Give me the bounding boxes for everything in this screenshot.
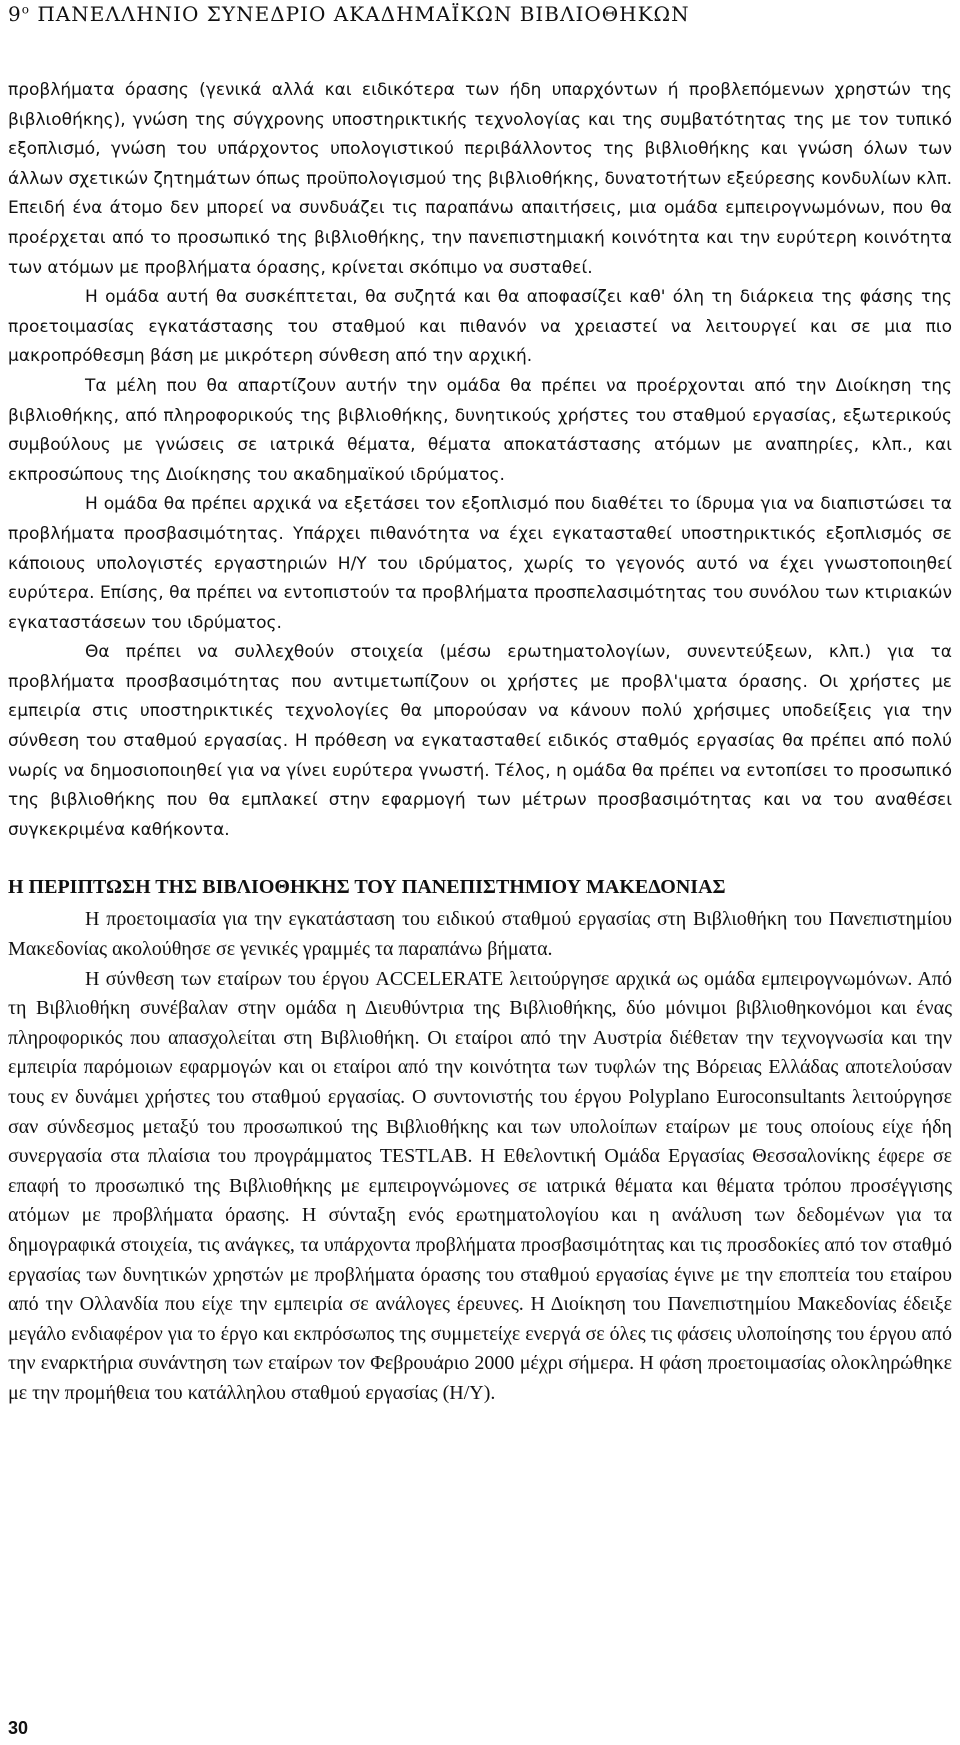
section-heading: Η ΠΕΡΙΠΤΩΣΗ ΤΗΣ ΒΙΒΛΙΟΘΗΚΗΣ ΤΟΥ ΠΑΝΕΠΙΣΤΗΜΙΟΥ ΜΑΚΕΔΟΝΙΑΣ	[8, 876, 726, 899]
paragraph: Η ομάδα θα πρέπει αρχικά να εξετάσει τον εξοπλισμό που διαθέτει το ίδρυμα για να διαπιστώσει τα προβλήματα προσβασιμότητας. Υπάρχει πιθανότητα να έχει εγκατασταθεί υποστηρικτικός εξοπλισμός σε κάποιους υπολογιστές εργαστηριών Η/Υ του ιδρύματος, χωρίς το γεγονός αυτό να έχει γνωστοποιηθεί ευρύτερα. Επίσης, θα πρέπει να εντοπιστούν τα προβλήματα προσπελασιμότητας του συνόλου των κτιριακών εγκαταστάσεων του ιδρύματος.	[8, 494, 952, 633]
running-header	[8, 2, 690, 26]
paragraph: Θα πρέπει να συλλεχθούν στοιχεία (μέσω ερωτηματολογίων, συνεντεύξεων, κλπ.) για τα προβλήματα προσβασιμότητας που αντιμετωπίζουν οι χρήστες με προβλ'ιματα όρασης. Οι χρήστες με εμπειρία στις υποστηρικτικές τεχνολογίες θα μπορούσαν να κάνουν πολύ χρήσιμες υποδείξεις για την σύνθεση του σταθμού εργασίας. Η πρόθεση να εγκατασταθεί ειδικός σταθμός εργασίας θα πρέπει από πολύ νωρίς να δημοσιοποιηθεί για να γίνει ευρύτερα γνωστή. Τέλος, η ομάδα θα πρέπει να εντοπίσει το προσωπικό της βιβλιοθήκης που θα εμπλακεί στην εφαρμογή των μέτρων προσβασιμότητας και να του αναθέσει συγκεκριμένα καθήκοντα.	[8, 642, 952, 840]
paragraph: Τα μέλη που θα απαρτίζουν αυτήν την ομάδα θα πρέπει να προέρχονται από την Διοίκηση της βιβλιοθήκης, από πληροφορικούς της βιβλιοθήκης, δυνητικούς χρήστες του σταθμού εργασίας, εξωτερικούς συμβούλους με γνώσεις σε ιατρικά θέματα, θέματα αποκατάστασης ατόμων με αναπηρίες, κλπ., και εκπροσώπους της Διοίκησης του ακαδημαϊκού ιδρύματος.	[8, 375, 952, 485]
paragraph: προβλήματα όρασης (γενικά αλλά και ειδικότερα των ήδη υπαρχόντων ή προβλεπόμενων χρηστών της βιβλιοθήκης), γνώση της σύγχρονης υποστηρικτικής τεχνολογίας και της συμβατότητας της με τον τυπικό εξοπλισμό, γνώση του υπάρχοντος υπολογιστικού περιβάλλοντος της βιβλιοθήκης και γνώση όλων των άλλων σχετικών ζητημάτων όπως προϋπολογισμού της βιβλιοθήκης, δυνατοτήτων εξεύρεσης κονδυλίων κλπ. Επειδή ένα άτομο δεν μπορεί να συνδυάζει τις παραπάνω απαιτήσεις, μια ομάδα εμπειρογνωμόνων, που θα προέρχεται από το προσωπικό της βιβλιοθήκης, την πανεπιστημιακή κοινότητα και την ευρύτερη κοινότητα των ατόμων με προβλήματα όρασης, κρίνεται σκόπιμο να συσταθεί.	[8, 80, 952, 278]
page-number: 30	[8, 1718, 29, 1738]
ordinal-superscript: ο	[21, 2, 30, 17]
section-paragraph: Η σύνθεση των εταίρων του έργου ACCELERATE λειτούργησε αρχικά ως ομάδα εμπειρογνωμόνων. Από τη Βιβλιοθήκη συνέβαλαν στην ομάδα η Διευθύντρια της Βιβλιοθήκης, δύο μόνιμοι βιβλιοθηκονόμοι και ένας πληροφορικός που απασχολείται στη Βιβλιοθήκη. Οι εταίροι από την Αυστρία διέθεταν την τεχνογνωσία και την εμπειρία παρόμοιων εφαρμογών και οι εταίροι από την κοινότητα των τυφλών της Βόρειας Ελλάδας αποτελούσαν τους εν δυνάμει χρήστες του σταθμού εργασίας. Ο συντονιστής του έργου Polyplano Euroconsultants λειτούργησε σαν σύνδεσμος μεταξύ του προσωπικού της Βιβλιοθήκης και των υπολοίπων εταίρων με τους οποίους είχε ήδη συνεργασία στα πλαίσια του προγράμματος TESTLAB. Η Εθελοντική Ομάδα Εργασίας Θεσσαλονίκης έφερε σε επαφή το προσωπικό της Βιβλιοθήκης με εμπειρογνώμονες σε ιατρικά θέματα και θέματα τρόπου προσέγγισης ατόμων με προβλήματα όρασης. Η σύνταξη ενός ερωτηματολογίου και η ανάλυση των δεδομένων για τα δημογραφικά στοιχεία, τις ανάγκες, τα υπάρχοντα προβλήματα προσβασιμότητας και τις προσδοκίες από τον σταθμό εργασίας των δυνητικών χρηστών με προβλήματα όρασης του σταθμού εργασίας έγινε με την εποπτεία του εταίρου από την Ολλανδία που είχε την εμπειρία σε ανάλογες έρευνες. Η Διοίκηση του Πανεπιστημίου Μακεδονίας έδειξε μεγάλο ενδιαφέρον για το έργο και εκπρόσωπος της συμμετείχε ενεργά σε όλες τις φάσεις υλοποίησης του έργου από την εναρκτήρια συνάντηση των εταίρων τον Φεβρουάριο 2000 μέχρι σήμερα. Η φάση προετοιμασίας ολοκληρώθηκε με την προμήθεια του κατάλληλου σταθμού εργασίας (Η/Υ).	[8, 967, 952, 1404]
conference-title: ΠΑΝΕΛΛΗΝΙΟ ΣΥΝΕΔΡΙΟ ΑΚΑΔΗΜΑΪΚΩΝ ΒΙΒΛΙΟΘΗΚΩΝ	[37, 2, 690, 26]
body-text	[8, 76, 952, 1409]
paragraph: Η ομάδα αυτή θα συσκέπτεται, θα συζητά και θα αποφασίζει καθ' όλη τη διάρκεια της φάσης της προετοιμασίας εγκατάστασης του σταθμού και πιθανόν να χρειαστεί να λειτουργεί και σε μια πιο μακροπρόθεσμη βάση με μικρότερη σύνθεση από την αρχική.	[8, 287, 952, 367]
conference-ordinal: 9	[8, 2, 22, 26]
section-paragraph: Η προετοιμασία για την εγκατάσταση του ειδικού σταθμού εργασίας στη Βιβλιοθήκη του Πανεπιστημίου Μακεδονίας ακολούθησε σε γενικές γραμμές τα παραπάνω βήματα.	[8, 908, 952, 961]
